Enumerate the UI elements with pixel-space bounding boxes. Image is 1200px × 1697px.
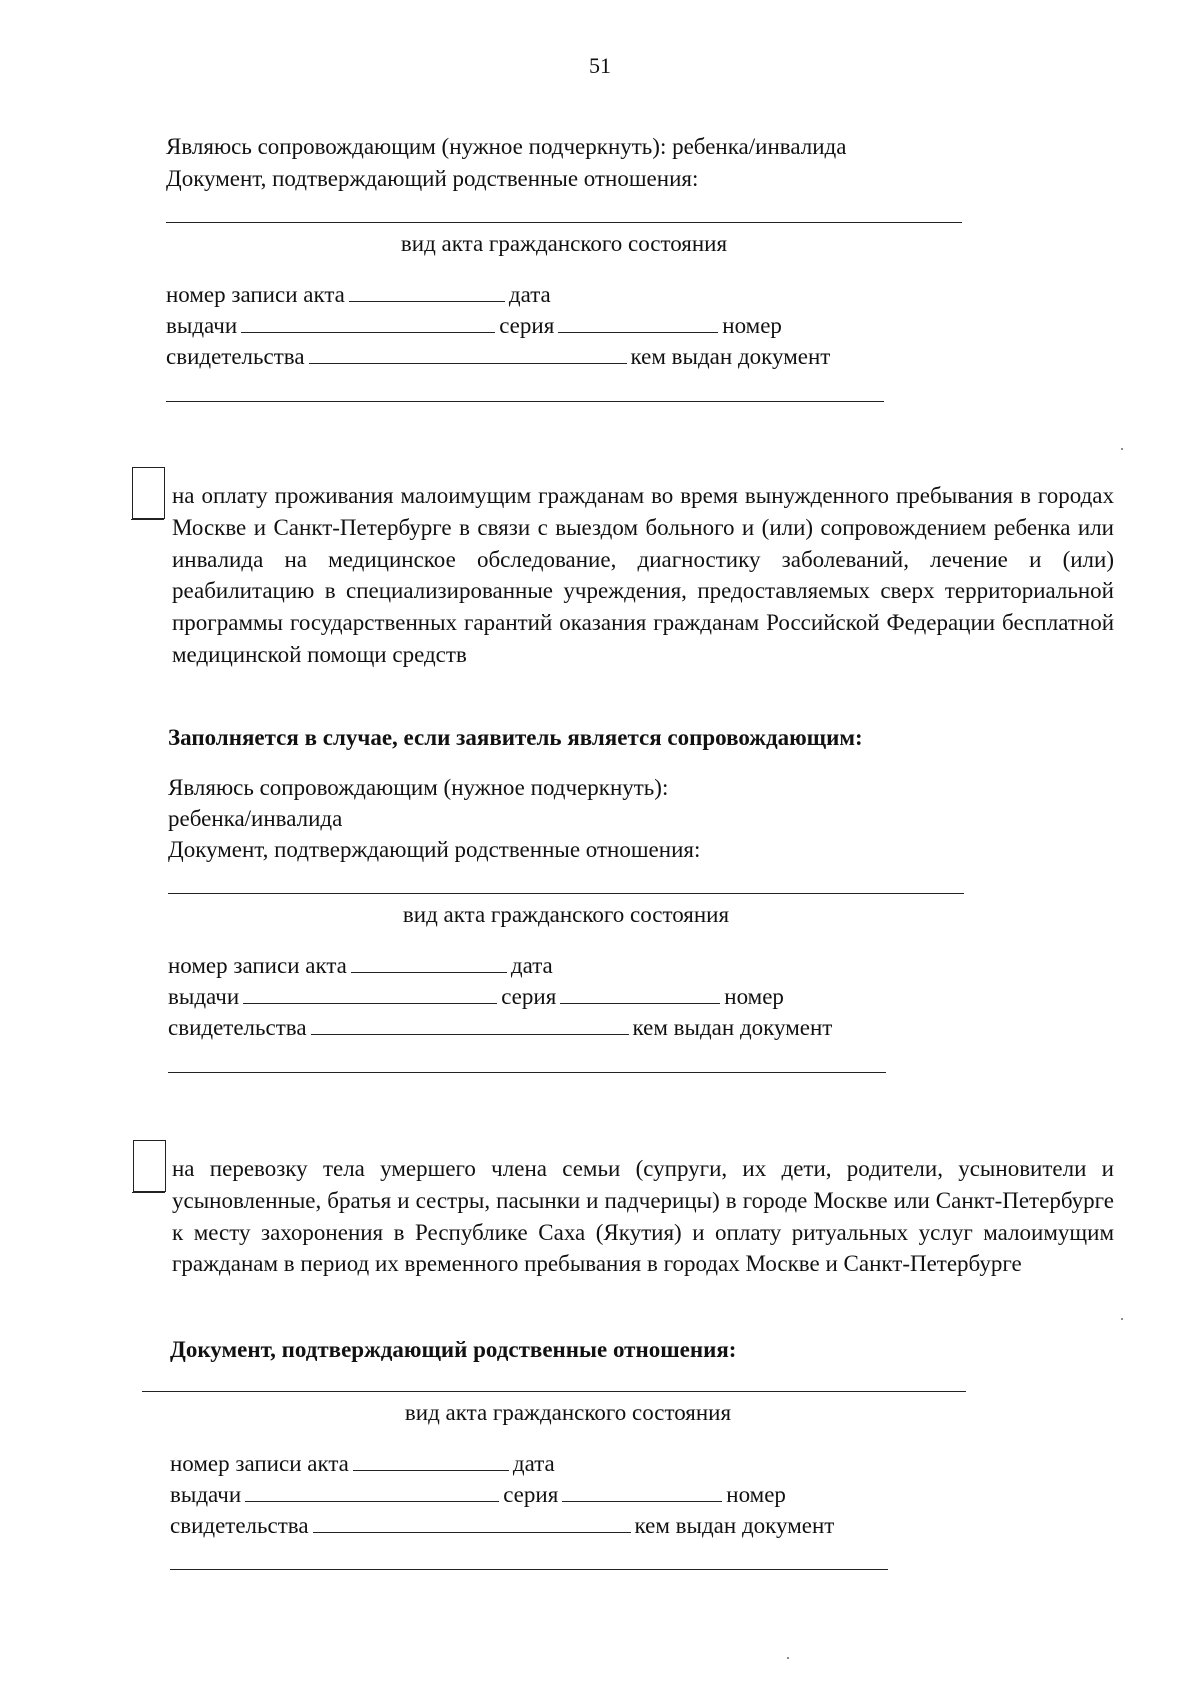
issue-date-field[interactable] [241, 310, 495, 333]
series-label: серия [499, 313, 555, 338]
scan-dot [1121, 1318, 1123, 1320]
issue-label: выдачи [170, 1482, 242, 1507]
record-number-row [166, 279, 551, 310]
escort-heading: Заполняется в случае, если заявитель является сопровождающим: [168, 725, 863, 750]
issuer-field[interactable] [170, 1569, 888, 1570]
certificate-label: свидетельства [170, 1513, 309, 1538]
certificate-field[interactable] [309, 341, 627, 364]
act-type-caption: вид акта гражданского состояния [400, 231, 728, 256]
act-type-field[interactable] [166, 222, 962, 223]
body-transport-checkbox[interactable] [133, 1140, 166, 1192]
accommodation-payment-option: на оплату проживания малоимущим гражданам во время вынужденного пребывания в городах Москве и Санкт-Петербурге в связи с выездом больного и (или) сопровождением ребенка или инвалида на медицинское обследование, диагностику заболеваний, лечение и (или) реабилитацию в специализированные учреждения, предоставляемых сверх территориальной программы государственных гарантий оказания гражданам Российской Федерации бесплатной медицинской помощи средств [172, 483, 1114, 667]
date-label: дата [510, 953, 553, 978]
date-label: дата [512, 1451, 555, 1476]
act-type-caption: вид акта гражданского состояния [404, 1400, 732, 1425]
issuer-label: кем выдан документ [634, 1513, 835, 1538]
series-label: серия [503, 1482, 559, 1507]
page-number: 51 [589, 53, 611, 78]
certificate-field[interactable] [311, 1012, 629, 1035]
issuer-label: кем выдан документ [630, 344, 831, 369]
relationship-doc-heading: Документ, подтверждающий родственные отношения: [170, 1337, 737, 1362]
act-type-field[interactable] [142, 1391, 966, 1392]
certificate-row [166, 341, 830, 372]
date-label: дата [508, 282, 551, 307]
certificate-field[interactable] [313, 1510, 631, 1533]
series-label: серия [501, 984, 557, 1009]
series-field[interactable] [562, 1479, 722, 1502]
scan-dot [787, 1657, 789, 1659]
record-number-field[interactable] [351, 950, 507, 973]
certificate-label: свидетельства [168, 1015, 307, 1040]
scan-dot [1121, 448, 1123, 450]
number-label: номер [722, 313, 782, 338]
escort-line-2: ребенка/инвалида [168, 806, 343, 831]
issuer-field[interactable] [166, 401, 884, 402]
act-type-field[interactable] [168, 893, 964, 894]
escort-line: Являюсь сопровождающим (нужное подчеркнуть): ребенка/инвалида [166, 134, 847, 159]
record-number-field[interactable] [349, 279, 505, 302]
certificate-row [170, 1510, 834, 1541]
escort-line-1: Являюсь сопровождающим (нужное подчеркнуть): [168, 775, 669, 800]
relationship-doc-line: Документ, подтверждающий родственные отношения: [168, 837, 701, 862]
record-number-row [168, 950, 553, 981]
relationship-doc-line: Документ, подтверждающий родственные отношения: [166, 166, 699, 191]
record-number-label: номер записи акта [168, 953, 347, 978]
certificate-label: свидетельства [166, 344, 305, 369]
issue-row [170, 1479, 786, 1510]
number-label: номер [726, 1482, 786, 1507]
record-number-label: номер записи акта [170, 1451, 349, 1476]
record-number-field[interactable] [353, 1448, 509, 1471]
series-field[interactable] [558, 310, 718, 333]
issue-row [166, 310, 782, 341]
body-transport-option: на перевозку тела умершего члена семьи (супруги, их дети, родители, усыновители и усыновленные, братья и сестры, пасынки и падчерицы) в городе Москве или Санкт-Петербурге к месту захоронения в Республике Саха (Якутия) и оплату ритуальных услуг малоимущим гражданам в период их временного пребывания в городах Москве и Санкт-Петербурге [172, 1156, 1114, 1277]
record-number-row [170, 1448, 555, 1479]
issuer-field[interactable] [168, 1072, 886, 1073]
certificate-row [168, 1012, 832, 1043]
accommodation-payment-checkbox[interactable] [132, 467, 165, 519]
issue-date-field[interactable] [245, 1479, 499, 1502]
series-field[interactable] [560, 981, 720, 1004]
issue-label: выдачи [168, 984, 240, 1009]
issue-label: выдачи [166, 313, 238, 338]
issue-row [168, 981, 784, 1012]
record-number-label: номер записи акта [166, 282, 345, 307]
number-label: номер [724, 984, 784, 1009]
issue-date-field[interactable] [243, 981, 497, 1004]
issuer-label: кем выдан документ [632, 1015, 833, 1040]
act-type-caption: вид акта гражданского состояния [402, 902, 730, 927]
